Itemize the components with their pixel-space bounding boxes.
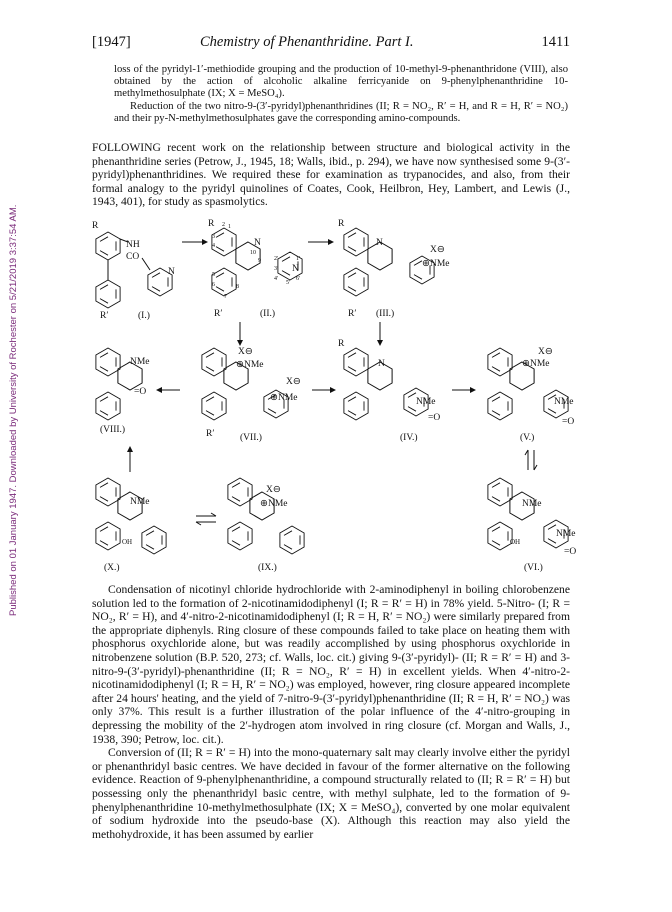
compound-VI-O: =O (564, 547, 577, 557)
compound-VIII-O: =O (134, 387, 147, 397)
compound-VII-label: (VII.) (240, 433, 262, 443)
compound-II-R: R (208, 219, 215, 229)
compound-V-pyNMe: NMe (554, 397, 574, 407)
compound-VI-NMe: NMe (522, 499, 542, 509)
equilibrium-V-VI (525, 450, 537, 470)
compound-V-label: (V.) (520, 433, 535, 443)
intro-paragraph: FOLLOWING recent work on the relationship between structure and biological activity in the phenanthridine series (Petrow, J., 1945, 18; Walls, ibid., p. 294), we have now synthesised some 9-(3′-pyridyl)phenanthridines. We required these for examination as trypanocides, and also, from their formal analogy to the pyridyl quinolines of Coates, Cook, Heilbron, Hey, Lambert, and Lewis (J., 1943, 401), for study as spasmolytics. (92, 141, 570, 209)
compound-III-NMe: ⊕NMe (422, 259, 450, 269)
reaction-scheme (90, 214, 580, 584)
compound-VII-Rprime: R′ (206, 429, 215, 439)
compound-IX-label: (IX.) (258, 563, 277, 573)
abstract-paragraph-1: loss of the pyridyl-1′-methiodide grouping and the production of 10-methyl-9-phenanthridone (VIII), also obtained by the action of alcoholic alkaline ferricyanide on 9-phenylphenanthridine 10-methylmethosulphate (IX; X = MeSO₄). (114, 64, 568, 100)
introduction (92, 141, 570, 209)
header-title: Chemistry of Phenanthridine. Part I. (200, 34, 414, 50)
compound-VII-structure (202, 348, 288, 420)
abstract-paragraph-2: Reduction of the two nitro-9-(3′-pyridyl)phenanthridines (II; R = NO₂, R′ = H, and R = H, R′ = NO₂) and their py-N-methylmethosulphates gave the corresponding amino-compounds. (114, 100, 568, 124)
compound-IV-structure (344, 348, 428, 420)
compound-I-NH: NH (126, 240, 140, 250)
compound-IV-R: R (338, 339, 345, 349)
compound-III-R: R (338, 219, 345, 229)
num-1: 1 (228, 224, 231, 230)
compound-III-X: X⊖ (430, 245, 445, 255)
compound-X-label: (X.) (104, 563, 120, 573)
num-1p: 1′ (296, 256, 301, 262)
compound-IX-X: X⊖ (266, 485, 281, 495)
compound-I-R: R (92, 221, 99, 231)
num-9: 9 (258, 258, 261, 264)
num-6: 6 (212, 282, 215, 288)
header-page-number: 1411 (541, 34, 570, 50)
download-watermark: Published on 01 January 1947. Downloaded by University of Rochester on 5/21/2019 3:37:54 AM. (8, 204, 19, 616)
num-4p: 4′ (274, 276, 279, 282)
compound-VI-pyNMe: NMe (556, 529, 576, 539)
compound-X-NMe: NMe (130, 497, 150, 507)
compound-II-pyN: N (292, 264, 299, 274)
compound-VII-NMe: ⊕NMe (236, 360, 264, 370)
compound-VII-X: X⊖ (238, 347, 253, 357)
compound-V-NMe: ⊕NMe (522, 359, 550, 369)
equilibrium-X-IX (196, 513, 216, 525)
num-4: 4 (212, 243, 215, 249)
main-text (92, 583, 570, 841)
num-2: 2 (222, 222, 225, 228)
num-3: 3 (212, 234, 215, 240)
header-year: [1947] (92, 34, 131, 50)
num-5p: 5′ (286, 280, 291, 286)
body-paragraph-2: Conversion of (II; R = R′ = H) into the mono-quaternary salt may clearly involve either the pyridyl or phenanthridyl basic centres. We have decided in favour of the former alternative on the following evidence. Reaction of 9-phenylphenanthridine, a compound structurally related to (II; R = R′ = H) but possessing only the phenanthridyl basic centre, with methyl sulphate, led to the formation of 9-phenylphenanthridine 10-methylmethosulphate (IX; X = MeSO₄), converted by one molar equivalent of sodium hydroxide into the pseudo-base (X). Although this reaction may also yield the methohydroxide, it has been assumed by earlier (92, 746, 570, 841)
compound-VIII-NMe: NMe (130, 357, 150, 367)
compound-III-Rprime: R′ (348, 309, 357, 319)
compound-I-label: (I.) (138, 311, 150, 321)
num-6p: 6′ (296, 276, 301, 282)
compound-VII-pyNMe: ⊕NMe (270, 393, 298, 403)
compound-I-N: N (168, 267, 175, 277)
num-2p: 2′ (274, 256, 279, 262)
num-5: 5 (212, 272, 215, 278)
compound-IV-N: N (378, 359, 385, 369)
body-paragraph-1: Condensation of nicotinyl chloride hydrochloride with 2-aminodiphenyl in boiling chlorobenzene solution led to the formation of 2-nicotinamidodiphenyl (I; R = R′ = H) in 78% yield. 5-Nitro- (I; R = NO₂, R′ = H), and 4′-nitro-2-nicotinamidodiphenyl (I; R = H, R′ = NO₂) were similarly prepared from the appropriate diphenyls. Ring closure of these compounds failed to take place on heating them with phosphorus oxychloride alone, but was readily accomplished by using phosphorus oxychloride in nitrobenzene solution (B.P. 520, 273; cf. Walls, loc. cit.) giving 9-(3′-pyridyl)- (II; R = R′ = H) and 3-nitro-9-(3′-pyridyl)-phenanthridine (II; R = NO₂, R′ = H) in excellent yields. When 4′-nitro-2-nicotinamidodiphenyl (I; R = H, R′ = NO₂) was employed, however, ring closure appeared incomplete after 24 hours' heating, and the yield of 7-nitro-9-(3′-pyridyl)phenanthridine (II; R = H, R′ = NO₂) was only 37%. This result is a further illustration of the polar influence of the 4′-nitro-grouping in depressing the mobility of the 2′-hydrogen atom involved in ring closure (cf. Morgan and Walls, J., 1938, 390; Petrow, loc. cit.). (92, 583, 570, 746)
abstract (114, 64, 568, 125)
scheme-svg (90, 214, 580, 584)
compound-II-label: (II.) (260, 309, 276, 319)
compound-IV-label: (IV.) (400, 433, 418, 443)
compound-VI-structure (488, 478, 568, 550)
compound-IV-NMe: NMe (416, 397, 436, 407)
compound-V-X: X⊖ (538, 347, 553, 357)
num-10: 10 (250, 250, 256, 256)
compound-IV-O: =O (428, 413, 441, 423)
compound-IX-NMe: ⊕NMe (260, 499, 288, 509)
compound-III-N: N (376, 238, 383, 248)
compound-III-structure (344, 228, 434, 296)
compound-VI-label: (VI.) (524, 563, 543, 573)
num-8: 8 (236, 284, 239, 290)
compound-VI-OH: OH (510, 538, 521, 546)
compound-X-OH: OH (122, 538, 133, 546)
compound-V-O: =O (562, 417, 575, 427)
compound-I-Rprime: R′ (100, 311, 109, 321)
compound-I-CO: CO (126, 252, 140, 262)
compound-VIII-label: (VIII.) (100, 425, 126, 435)
compound-VII-X2: X⊖ (286, 377, 301, 387)
compound-II-N: N (254, 238, 261, 248)
compound-II-Rprime: R′ (214, 309, 223, 319)
num-7: 7 (224, 294, 227, 300)
compound-III-label: (III.) (376, 309, 395, 319)
num-3p: 3′ (274, 266, 279, 272)
